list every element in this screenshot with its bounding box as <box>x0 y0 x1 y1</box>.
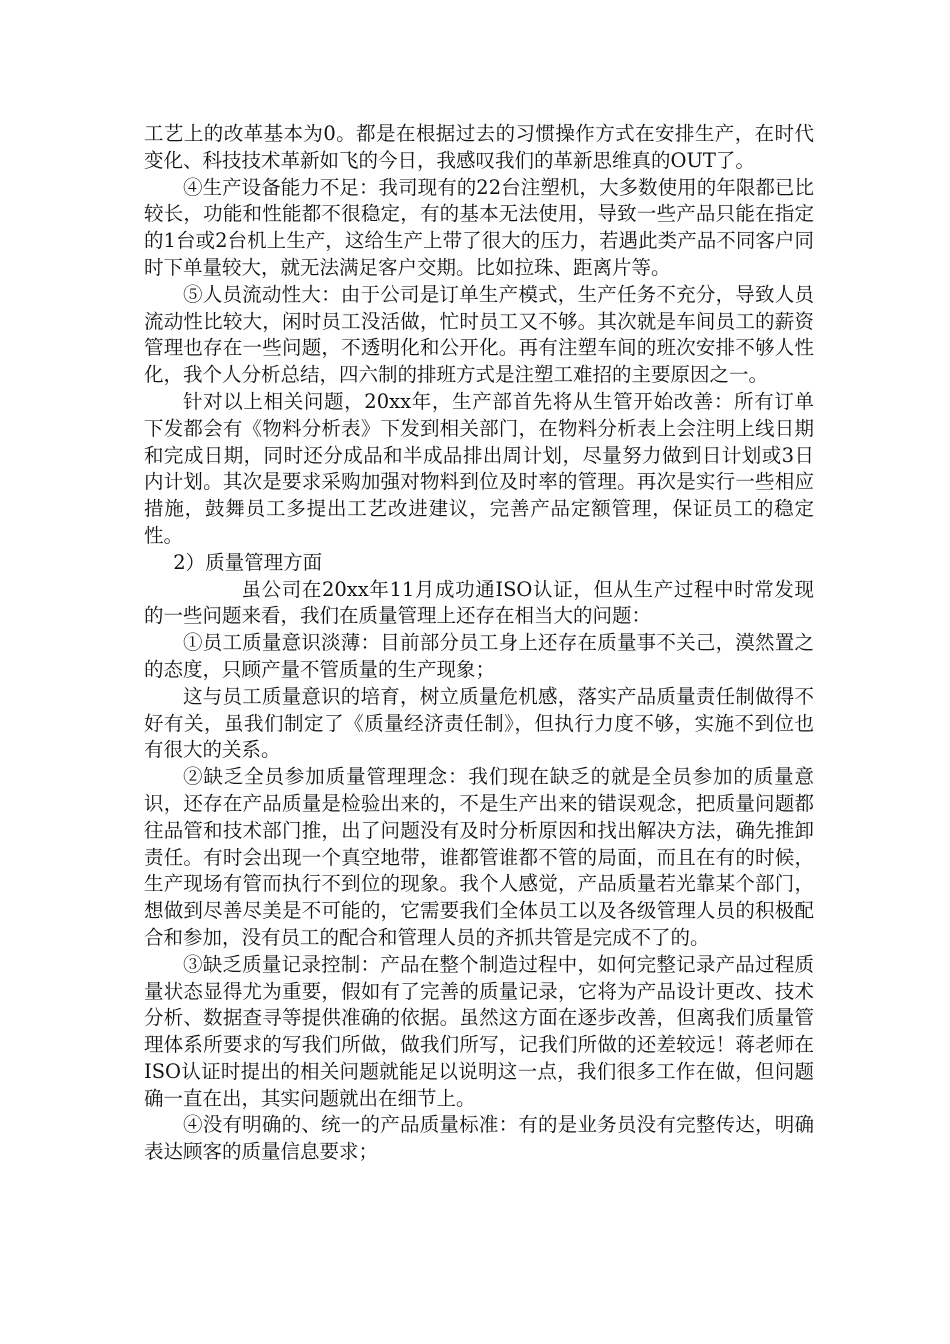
paragraph-iso-certification: 虽公司在20xx年11月成功通ISO认证，但从生产过程中时常发现的一些问题来看，我们在质量管理上还存在相当大的问题： <box>144 577 814 628</box>
document-body <box>144 121 814 1166</box>
paragraph-quality-responsibility: 这与员工质量意识的培育，树立质量危机感，落实产品质量责任制做得不好有关，虽我们制定了《质量经济责任制》，但执行力度不够，实施不到位也有很大的关系。 <box>144 684 814 762</box>
paragraph-equipment-capacity: ④生产设备能力不足：我司现有的22台注塑机，大多数使用的年限都已比较长，功能和性能都不很稳定，有的基本无法使用，导致一些产品只能在指定的1台或2台机上生产，这给生产上带了很大的压力，若遇此类产品不同客户同时下单量较大，就无法满足客户交期。比如拉珠、距离片等。 <box>144 175 814 279</box>
paragraph-improvement-plan: 针对以上相关问题，20xx年，生产部首先将从生管开始改善：所有订单下发都会有《物料分析表》下发到相关部门，在物料分析表上会注明上线日期和完成日期，同时还分成品和半成品排出周计划，尽量努力做到日计划或3日内计划。其次是要求采购加强对物料到位及时率的管理。再次是实行一些相应措施，鼓舞员工多提出工艺改进建议，完善产品定额管理，保证员工的稳定性。 <box>144 389 814 547</box>
paragraph-full-participation: ②缺乏全员参加质量管理理念：我们现在缺乏的就是全员参加的质量意识，还存在产品质量是检验出来的，不是生产出来的错误观念，把质量问题都往品管和技术部门推，出了问题没有及时分析原因和找出解决方法，确先推卸责任。有时会出现一个真空地带，谁都管谁都不管的局面，而且在有的时候，生产现场有管而执行不到位的现象。我个人感觉，产品质量若光靠某个部门，想做到尽善尽美是不可能的，它需要我们全体员工以及各级管理人员的积极配合和参加，没有员工的配合和管理人员的齐抓共管是完成不了的。 <box>144 765 814 949</box>
paragraph-process-reform: 工艺上的改革基本为0。都是在根据过去的习惯操作方式在安排生产，在时代变化、科技技术革新如飞的今日，我感叹我们的革新思维真的OUT了。 <box>144 122 814 172</box>
paragraph-staff-turnover: ⑤人员流动性大：由于公司是订单生产模式，生产任务不充分，导致人员流动性比较大，闲时员工没活做，忙时员工又不够。其次就是车间员工的薪资管理也存在一些问题，不透明化和公开化。再有注塑车间的班次安排不够人性化，我个人分析总结，四六制的排班方式是注塑工难招的主要原因之一。 <box>144 282 814 387</box>
section-heading-quality-management: 2）质量管理方面 <box>173 550 323 574</box>
paragraph-quality-standards: ④没有明确的、统一的产品质量标准：有的是业务员没有完整传达，明确表达顾客的质量信息要求； <box>144 1113 814 1164</box>
paragraph-quality-awareness: ①员工质量意识淡薄：目前部分员工身上还存在质量事不关己，漠然置之的态度，只顾产量不管质量的生产现象； <box>144 631 814 681</box>
paragraph-quality-records: ③缺乏质量记录控制：产品在整个制造过程中，如何完整记录产品过程质量状态显得尤为重要，假如有了完善的质量记录，它将为产品设计更改、技术分析、数据查寻等提供准确的依据。虽然这方面在逐步改善，但离我们质量管理体系所要求的写我们所做，做我们所写，记我们所做的还差较远！蒋老师在ISO认证时提出的相关问题就能足以说明这一点，我们很多工作在做，但问题确一直在出，其实问题就出在细节上。 <box>144 952 814 1110</box>
